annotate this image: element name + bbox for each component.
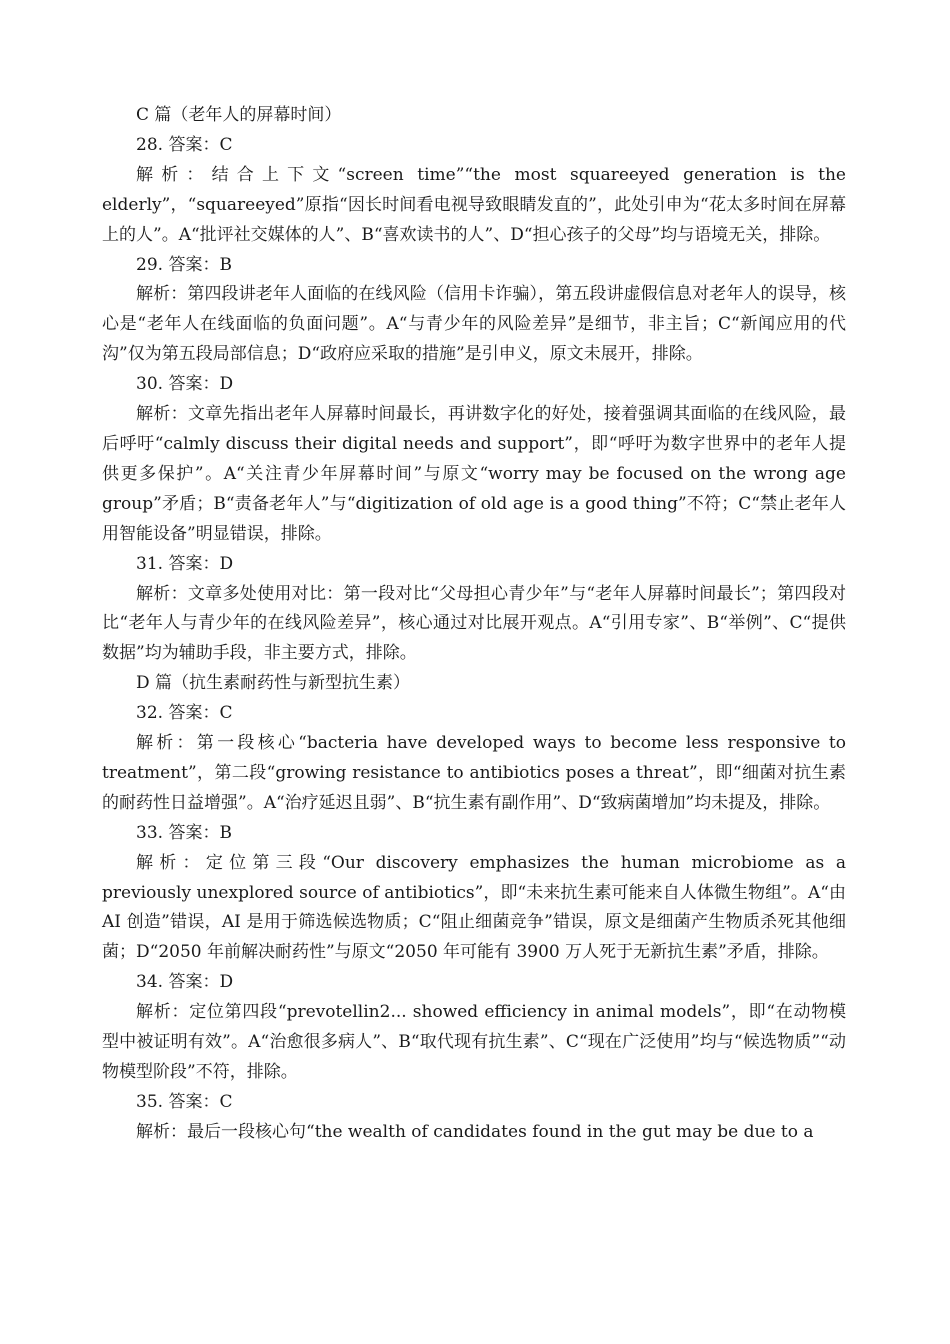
answer-29: 29. 答案：B — [136, 254, 232, 275]
section-heading-d: D 篇（抗生素耐药性与新型抗生素） — [136, 673, 411, 694]
analysis-30: 解析：文章先指出老年人屏幕时间最长，再讲数字化的好处，接着强调其面临的在线风险，最后呼吁“calmly discuss their digital needs and support”，即“呼吁为数字世界中的老年人提供更多保护”。A“关注青少年屏幕时间”与原文“worry may be focused on the wrong age group”矛盾；B“责备老年人”与“digitization of old age is a good thing”不符；C“禁止老年人用智能设备”明显错误，排除。 — [102, 404, 846, 544]
answer-32: 32. 答案：C — [136, 703, 233, 724]
answer-33: 33. 答案：B — [136, 822, 232, 843]
analysis-31: 解析：文章多处使用对比：第一段对比“父母担心青少年”与“老年人屏幕时间最长”；第四段对比“老年人与青少年的在线风险差异”，核心通过对比展开观点。A“引用专家”、B“举例”、C“提供数据”均为辅助手段，非主要方式，排除。 — [102, 583, 846, 664]
answer-28: 28. 答案：C — [136, 134, 233, 155]
analysis-32: 解析：第一段核心“bacteria have developed ways to become less responsive to treatment”，第二段“growing resistance to antibiotics poses a threat”，即“细菌对抗生素的耐药性日益增强”。A“治疗延迟且弱”、B“抗生素有副作用”、D“致病菌增加”均未提及，排除。 — [102, 733, 846, 813]
analysis-28: 解析：结合上下文“screen time”“the most squareeyed generation is the elderly”，“squareeyed”原指“因长时间看电视导致眼睛发直的”，此处引申为“花太多时间在屏幕上的人”。A“批评社交媒体的人”、B“喜欢读书的人”、D“担心孩子的父母”均与语境无关，排除。 — [102, 164, 846, 245]
answer-30: 30. 答案：D — [136, 374, 234, 395]
answer-31: 31. 答案：D — [136, 553, 234, 574]
answer-34: 34. 答案：D — [136, 972, 234, 993]
analysis-34: 解析：定位第四段“prevotellin2... showed efficiency in animal models”，即“在动物模型中被证明有效”。A“治愈很多病人”、B“取代现有抗生素”、C“现在广泛使用”均与“候选物质”“动物模型阶段”不符，排除。 — [102, 1002, 846, 1082]
analysis-29: 解析：第四段讲老年人面临的在线风险（信用卡诈骗），第五段讲虚假信息对老年人的误导，核心是“老年人在线面临的负面问题”。A“与青少年的风险差异”是细节，非主旨；C“新闻应用的代沟”仅为第五段局部信息；D“政府应采取的措施”是引申义，原文未展开，排除。 — [102, 284, 846, 365]
section-heading-c: C 篇（老年人的屏幕时间） — [136, 105, 342, 125]
document-page — [102, 101, 846, 1148]
analysis-35: 解析：最后一段核心句“the wealth of candidates found in the gut may be due to a — [136, 1121, 814, 1142]
answer-35: 35. 答案：C — [136, 1091, 233, 1112]
analysis-33: 解析：定位第三段“Our discovery emphasizes the human microbiome as a previously unexplored source of antibiotics”，即“未来抗生素可能来自人体微生物组”。A“由 AI 创造”错误，AI 是用于筛选候选物质；C“阻止细菌竞争”错误，原文是细菌产生物质杀死其他细菌；D“2050 年前解决耐药性”与原文“2050 年可能有 3900 万人死于无新抗生素”矛盾，排除。 — [102, 852, 846, 963]
